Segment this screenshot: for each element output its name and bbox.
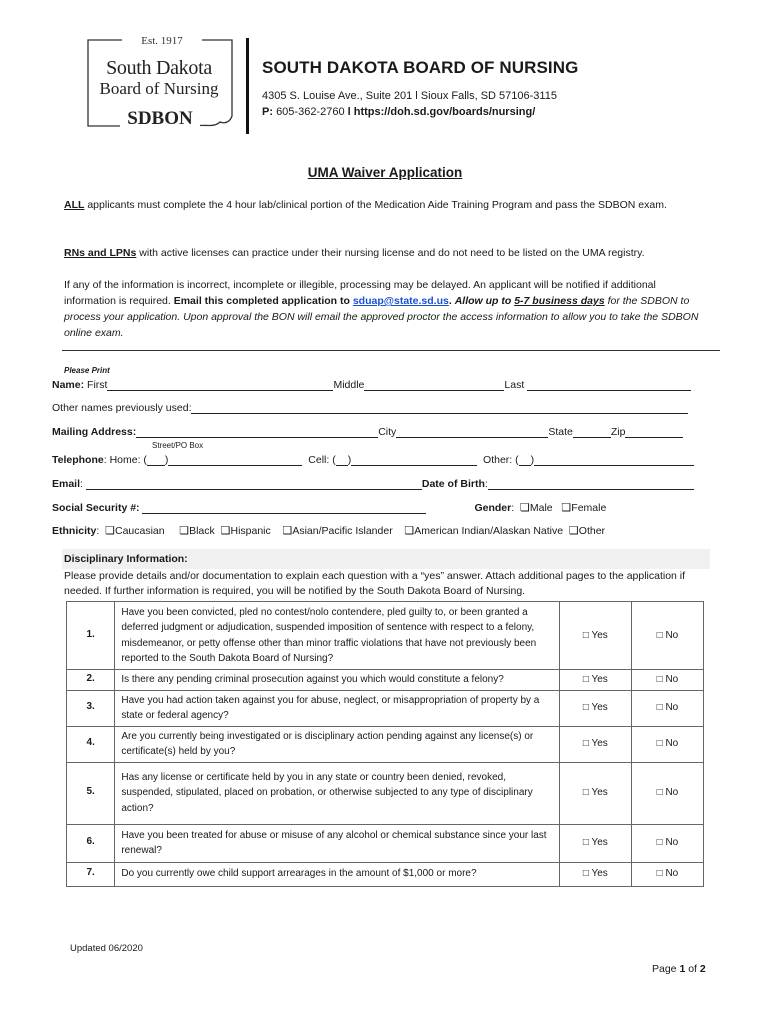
organization-address: 4305 S. Louise Ave., Suite 201 l Sioux Falls, SD 57106-3115 bbox=[262, 90, 557, 102]
other-names-field[interactable] bbox=[191, 401, 688, 414]
dob-label: Date of Birth bbox=[421, 478, 485, 490]
page-word: Page bbox=[652, 963, 680, 975]
contact-separator: l bbox=[347, 106, 351, 118]
intro-paragraph-rn bbox=[64, 245, 704, 261]
black-label: Black bbox=[189, 525, 215, 537]
updated-date: Updated 06/2020 bbox=[70, 943, 143, 954]
email-label: Email bbox=[52, 478, 81, 490]
business-days: 5-7 business days bbox=[514, 295, 605, 307]
processing-text: If any of the information is incorrect, incomplete or illegible, processing may be delayed. An applicant will be notified if additional information is required. bbox=[64, 279, 656, 307]
all-emphasis: ALL bbox=[64, 199, 85, 211]
middle-name-label: Middle bbox=[333, 379, 365, 391]
question-text: Do you currently owe child support arrearages in the amount of $1,000 or more? bbox=[115, 862, 559, 886]
cell-phone-label: Cell: ( bbox=[308, 454, 336, 466]
ssn-row bbox=[52, 501, 704, 517]
other-ethnicity-label: Other bbox=[578, 525, 606, 537]
phone-number: 605-362-2760 bbox=[276, 106, 345, 118]
other-names-row bbox=[52, 401, 704, 417]
question-number: 7. bbox=[67, 862, 115, 886]
question-text: Is there any pending criminal prosecution against you which would constitute a felony? bbox=[115, 670, 559, 691]
city-label: City bbox=[378, 426, 397, 438]
street-note: Street/PO Box bbox=[152, 441, 204, 450]
question-text: Has any license or certificate held by you in any state or country been denied, revoked, suspended, stipulated, placed on probation, or otherwise subjected to any type of disciplinary action? bbox=[115, 762, 559, 824]
organization-name: SOUTH DAKOTA BOARD OF NURSING bbox=[262, 58, 579, 77]
cell-phone-field[interactable] bbox=[351, 453, 477, 466]
question-row bbox=[67, 762, 704, 824]
state-label: State bbox=[548, 426, 573, 438]
question-number: 5. bbox=[67, 762, 115, 824]
other-phone-label: Other: ( bbox=[483, 454, 519, 466]
gender-label: Gender bbox=[474, 502, 512, 514]
no-checkbox[interactable]: □ No bbox=[631, 762, 703, 824]
caucasian-label: Caucasian bbox=[114, 525, 165, 537]
name-row bbox=[52, 378, 704, 394]
website-link[interactable]: https://doh.sd.gov/boards/nursing/ bbox=[353, 106, 536, 118]
no-checkbox[interactable]: □ No bbox=[631, 862, 703, 886]
home-area-code-field[interactable] bbox=[147, 453, 165, 466]
street-field[interactable] bbox=[136, 425, 378, 438]
female-label: Female bbox=[571, 502, 607, 514]
cell-area-code-field[interactable] bbox=[336, 453, 348, 466]
dob-colon: : bbox=[484, 478, 488, 490]
no-checkbox[interactable]: □ No bbox=[631, 690, 703, 726]
section-divider bbox=[62, 350, 720, 351]
header-divider bbox=[246, 38, 249, 134]
state-field[interactable] bbox=[573, 425, 611, 438]
ssn-label: Social Security #: bbox=[52, 502, 140, 514]
logo-established: Est. 1917 bbox=[122, 35, 202, 49]
caucasian-checkbox[interactable]: ❏ bbox=[105, 525, 115, 537]
question-number: 6. bbox=[67, 824, 115, 862]
other-paren: ) bbox=[530, 454, 535, 466]
email-period: . bbox=[448, 295, 455, 307]
logo-line-2: Board of Nursing bbox=[99, 79, 219, 98]
native-checkbox[interactable]: ❏ bbox=[404, 525, 415, 537]
telephone-label: Telephone bbox=[52, 454, 104, 466]
ethnicity-label: Ethnicity bbox=[52, 525, 97, 537]
question-row bbox=[67, 670, 704, 691]
disciplinary-instructions: Please provide details and/or documentation to explain each question with a “yes” answer. Attach additional pages to the application if needed. If further information is required, you will be notified by the South Dakota Board of Nursing. bbox=[64, 570, 686, 597]
question-text: Have you had action taken against you for abuse, neglect, or misappropriation of property by a state or federal agency? bbox=[115, 690, 559, 726]
other-area-code-field[interactable] bbox=[519, 453, 531, 466]
yes-checkbox[interactable]: □ Yes bbox=[559, 670, 631, 691]
rn-lpn-emphasis: RNs and LPNs bbox=[64, 247, 137, 259]
asian-label: Asian/Pacific Islander bbox=[292, 525, 393, 537]
question-text: Are you currently being investigated or is disciplinary action pending against any license(s) or certificate(s) held by you? bbox=[115, 726, 559, 762]
yes-checkbox[interactable]: □ Yes bbox=[559, 602, 631, 670]
black-checkbox[interactable]: ❏ bbox=[179, 525, 190, 537]
mailing-address-label: Mailing Address: bbox=[52, 426, 137, 438]
gender-colon: : bbox=[511, 502, 515, 514]
male-label: Male bbox=[529, 502, 553, 514]
question-row bbox=[67, 862, 704, 886]
email-colon: : bbox=[80, 478, 83, 490]
no-checkbox[interactable]: □ No bbox=[631, 726, 703, 762]
yes-checkbox[interactable]: □ Yes bbox=[559, 862, 631, 886]
female-checkbox[interactable]: ❏ bbox=[561, 502, 572, 514]
email-link[interactable]: sduap@state.sd.us bbox=[352, 295, 449, 307]
cell-paren: ) bbox=[347, 454, 352, 466]
hispanic-checkbox[interactable]: ❏ bbox=[220, 525, 231, 537]
ssn-field[interactable] bbox=[142, 501, 426, 514]
intro-text-2: with active licenses can practice under their nursing license and do not need to be listed on the UMA registry. bbox=[136, 247, 645, 259]
please-print-note: Please Print bbox=[64, 366, 110, 375]
last-name-label: Last bbox=[504, 379, 525, 391]
zip-field[interactable] bbox=[625, 425, 683, 438]
telephone-row bbox=[52, 453, 704, 469]
organization-contact bbox=[262, 106, 535, 118]
asian-checkbox[interactable]: ❏ bbox=[282, 525, 293, 537]
no-checkbox[interactable]: □ No bbox=[631, 824, 703, 862]
page-number: 1 bbox=[679, 963, 686, 975]
city-field[interactable] bbox=[396, 425, 548, 438]
yes-checkbox[interactable]: □ Yes bbox=[559, 762, 631, 824]
intro-paragraph-all bbox=[64, 197, 704, 213]
disciplinary-questions-table bbox=[66, 601, 704, 887]
question-text: Have you been convicted, pled no contest/nolo contendere, pled guilty to, or been granted a deferred judgment or adjudication, suspended imposition of sentence with respect to a felony, misdemeanor, or petty offense other than minor traffic violations that have not previously been reported to the South Dakota Board of Nursing? bbox=[115, 602, 559, 670]
logo-line-1: South Dakota bbox=[106, 57, 212, 79]
name-label: Name: bbox=[52, 379, 85, 391]
first-name-label: First bbox=[87, 379, 108, 391]
intro-paragraph-processing bbox=[64, 277, 704, 341]
page-indicator bbox=[652, 963, 706, 975]
email-field[interactable] bbox=[86, 477, 422, 490]
intro-text-1: applicants must complete the 4 hour lab/clinical portion of the Medication Aide Training Program and pass the SDBON exam. bbox=[84, 199, 667, 211]
question-number: 2. bbox=[67, 670, 115, 691]
last-name-field[interactable] bbox=[527, 378, 691, 391]
no-checkbox[interactable]: □ No bbox=[631, 602, 703, 670]
page-total: 2 bbox=[699, 963, 706, 975]
yes-checkbox[interactable]: □ Yes bbox=[559, 824, 631, 862]
disciplinary-title: Disciplinary Information: bbox=[64, 553, 188, 565]
dob-field[interactable] bbox=[488, 477, 694, 490]
yes-checkbox[interactable]: □ Yes bbox=[559, 726, 631, 762]
hispanic-label: Hispanic bbox=[230, 525, 271, 537]
address-row bbox=[52, 425, 704, 441]
first-name-field[interactable] bbox=[107, 378, 333, 391]
male-checkbox[interactable]: ❏ bbox=[520, 502, 530, 514]
question-row bbox=[67, 690, 704, 726]
ethnicity-colon: : bbox=[96, 525, 100, 537]
question-number: 1. bbox=[67, 602, 115, 670]
document-title: UMA Waiver Application bbox=[307, 165, 463, 180]
zip-label: Zip bbox=[610, 426, 626, 438]
no-checkbox[interactable]: □ No bbox=[631, 670, 703, 691]
allow-text: Allow up to bbox=[454, 295, 515, 307]
home-phone-label: : Home: ( bbox=[103, 454, 147, 466]
email-instruction: Email this completed application to bbox=[173, 295, 353, 307]
other-phone-field[interactable] bbox=[534, 453, 694, 466]
logo-abbreviation: SDBON bbox=[120, 108, 200, 130]
approval-text: for the SDBON to process your application. Upon approval the BON will email the approved proctor the access information to allow you to take the SDBON online exam. bbox=[64, 295, 699, 339]
question-row bbox=[67, 824, 704, 862]
question-number: 4. bbox=[67, 726, 115, 762]
of-word: of bbox=[685, 963, 700, 975]
middle-name-field[interactable] bbox=[364, 378, 504, 391]
other-ethnicity-checkbox[interactable]: ❏ bbox=[568, 525, 579, 537]
question-number: 3. bbox=[67, 690, 115, 726]
home-paren: ) bbox=[164, 454, 169, 466]
question-row bbox=[67, 726, 704, 762]
email-row bbox=[52, 477, 704, 493]
question-text: Have you been treated for abuse or misuse of any alcohol or chemical substance since your last renewal? bbox=[115, 824, 559, 862]
ethnicity-row bbox=[52, 524, 704, 540]
question-row bbox=[67, 602, 704, 670]
native-label: American Indian/Alaskan Native bbox=[414, 525, 564, 537]
home-phone-field[interactable] bbox=[168, 453, 302, 466]
yes-checkbox[interactable]: □ Yes bbox=[559, 690, 631, 726]
other-names-label: Other names previously used: bbox=[52, 402, 192, 414]
phone-label: P: bbox=[262, 106, 273, 118]
